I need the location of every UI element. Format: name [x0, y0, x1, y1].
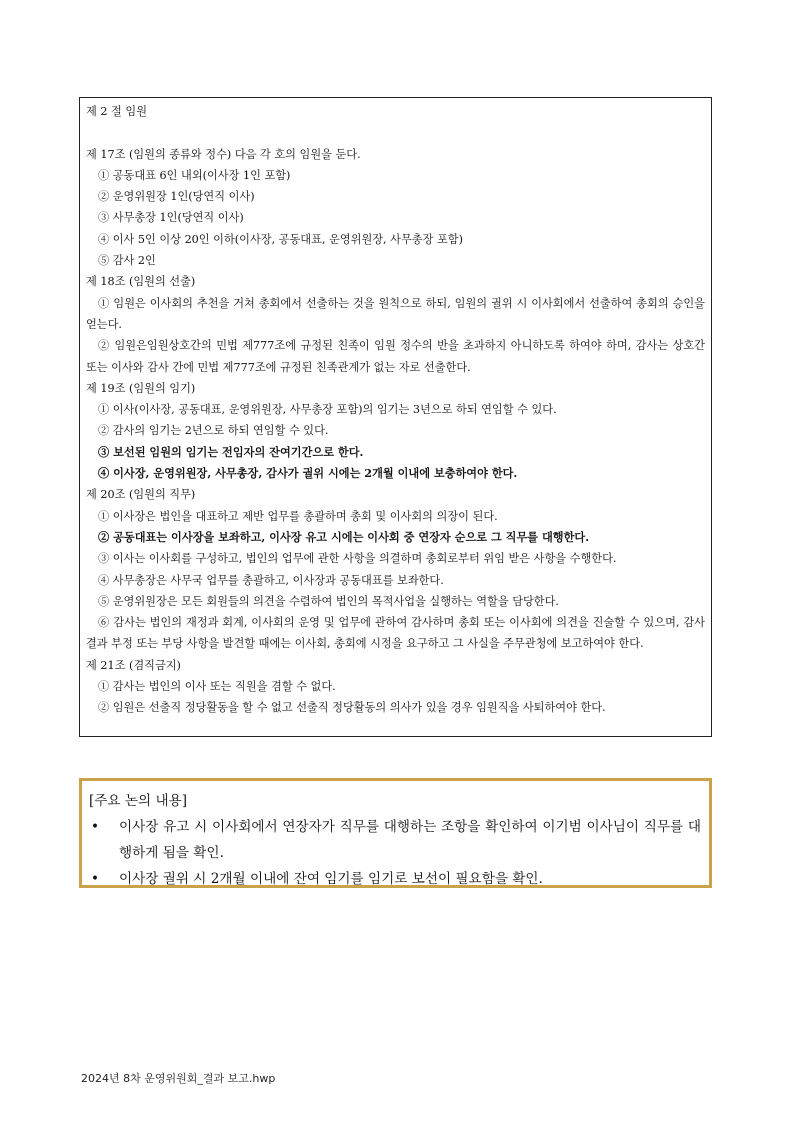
article-17-item: ② 운영위원장 1인(당연직 이사) — [98, 190, 255, 204]
article-19-item-bold: ③ 보선된 임원의 임기는 전임자의 잔여기간으로 한다. — [98, 444, 364, 459]
article-17-item: ④ 이사 5인 이상 20인 이하(이사장, 공동대표, 운영위원장, 사무총장 포함) — [98, 232, 463, 246]
article-19-heading: 제 19조 (임원의 임기) — [86, 381, 196, 395]
article-21-heading: 제 21조 (겸직금지) — [86, 658, 181, 672]
section-title: 제 2 절 임원 — [86, 105, 148, 118]
article-19-item: ② 감사의 임기는 2년으로 하되 연임할 수 있다. — [98, 424, 329, 438]
article-20-item: ③ 이사는 이사회를 구성하고, 법인의 업무에 관한 사항을 의결하며 총회로부터 위임 받은 사항을 수행한다. — [98, 552, 617, 566]
article-19-item-bold: ④ 이사장, 운영위원장, 사무총장, 감사가 궐위 시에는 2개월 이내에 보충하여야 한다. — [98, 466, 518, 481]
article-19-item: ① 이사(이사장, 공동대표, 운영위원장, 사무총장 포함)의 임기는 3년으로 하되 연임할 수 있다. — [98, 403, 557, 417]
spacer — [86, 122, 705, 143]
discussion-item-text: 이사장 궐위 시 2개월 이내에 잔여 임기를 임기로 보선이 필요함을 확인. — [119, 871, 543, 887]
bullet-icon: • — [91, 871, 100, 887]
article-20-item: ⑥ 감사는 법인의 재정과 회계, 이사회의 운영 및 업무에 관하여 감사하며 총회 또는 이사회에 의견을 진술할 수 있으며, 감사 결과 부정 또는 부당 사항을 발견할 때에는 이사회, 총회에 시정을 요구하고 그 사실을 주무관청에 보고하여야 한다. — [86, 616, 705, 651]
discussion-item — [89, 866, 701, 892]
article-21-item: ② 임원은 선출직 정당활동을 할 수 없고 선출직 정당활동의 의사가 있을 경우 임원직을 사퇴하여야 한다. — [98, 701, 606, 715]
bullet-icon: • — [91, 819, 100, 835]
footer-filename: 2024년 8차 운영위원회_결과 보고.hwp — [81, 1072, 276, 1085]
article-18-heading: 제 18조 (임원의 선출) — [86, 275, 196, 289]
discussion-item — [89, 814, 701, 866]
article-18-item: ② 임원은임원상호간의 민법 제777조에 규정된 친족이 임원 정수의 반을 초과하지 아니하도록 하여야 하며, 감사는 상호간 또는 이사와 감사 간에 민법 제777조에 규정된 친족관계가 없는 자로 선출한다. — [86, 339, 705, 374]
articles-box — [79, 97, 712, 737]
article-20-heading: 제 20조 (임원의 직무) — [86, 488, 196, 502]
article-17-heading: 제 17조 (임원의 종류와 정수) 다음 각 호의 임원을 둔다. — [86, 147, 361, 161]
article-21-item: ① 감사는 법인의 이사 또는 직원을 겸할 수 없다. — [98, 680, 336, 694]
article-20-item: ⑤ 운영위원장은 모든 회원들의 의견을 수렴하여 법인의 목적사업을 실행하는 역할을 담당한다. — [98, 594, 559, 608]
article-20-item-bold: ② 공동대표는 이사장을 보좌하고, 이사장 유고 시에는 이사회 중 연장자 순으로 그 직무를 대행한다. — [98, 529, 590, 544]
article-17-item: ⑤ 감사 2인 — [98, 254, 156, 268]
article-18-item: ① 임원은 이사회의 추천을 거쳐 총회에서 선출하는 것을 원칙으로 하되, 임원의 궐위 시 이사회에서 선출하여 총회의 승인을 얻는다. — [86, 296, 705, 331]
article-17-item: ① 공동대표 6인 내외(이사장 1인 포함) — [98, 168, 291, 182]
article-20-item: ④ 사무총장은 사무국 업무를 총괄하고, 이사장과 공동대표를 보좌한다. — [98, 573, 444, 587]
article-17-item: ③ 사무총장 1인(당연직 이사) — [98, 211, 244, 225]
article-20-item: ① 이사장은 법인을 대표하고 제반 업무를 총괄하며 총회 및 이사회의 의장이 된다. — [98, 509, 498, 523]
discussion-item-text: 이사장 유고 시 이사회에서 연장자가 직무를 대행하는 조항을 확인하여 이기범 이사님이 직무를 대행하게 됨을 확인. — [119, 819, 701, 861]
discussion-box — [79, 778, 712, 888]
discussion-title: [주요 논의 내용] — [89, 793, 188, 809]
